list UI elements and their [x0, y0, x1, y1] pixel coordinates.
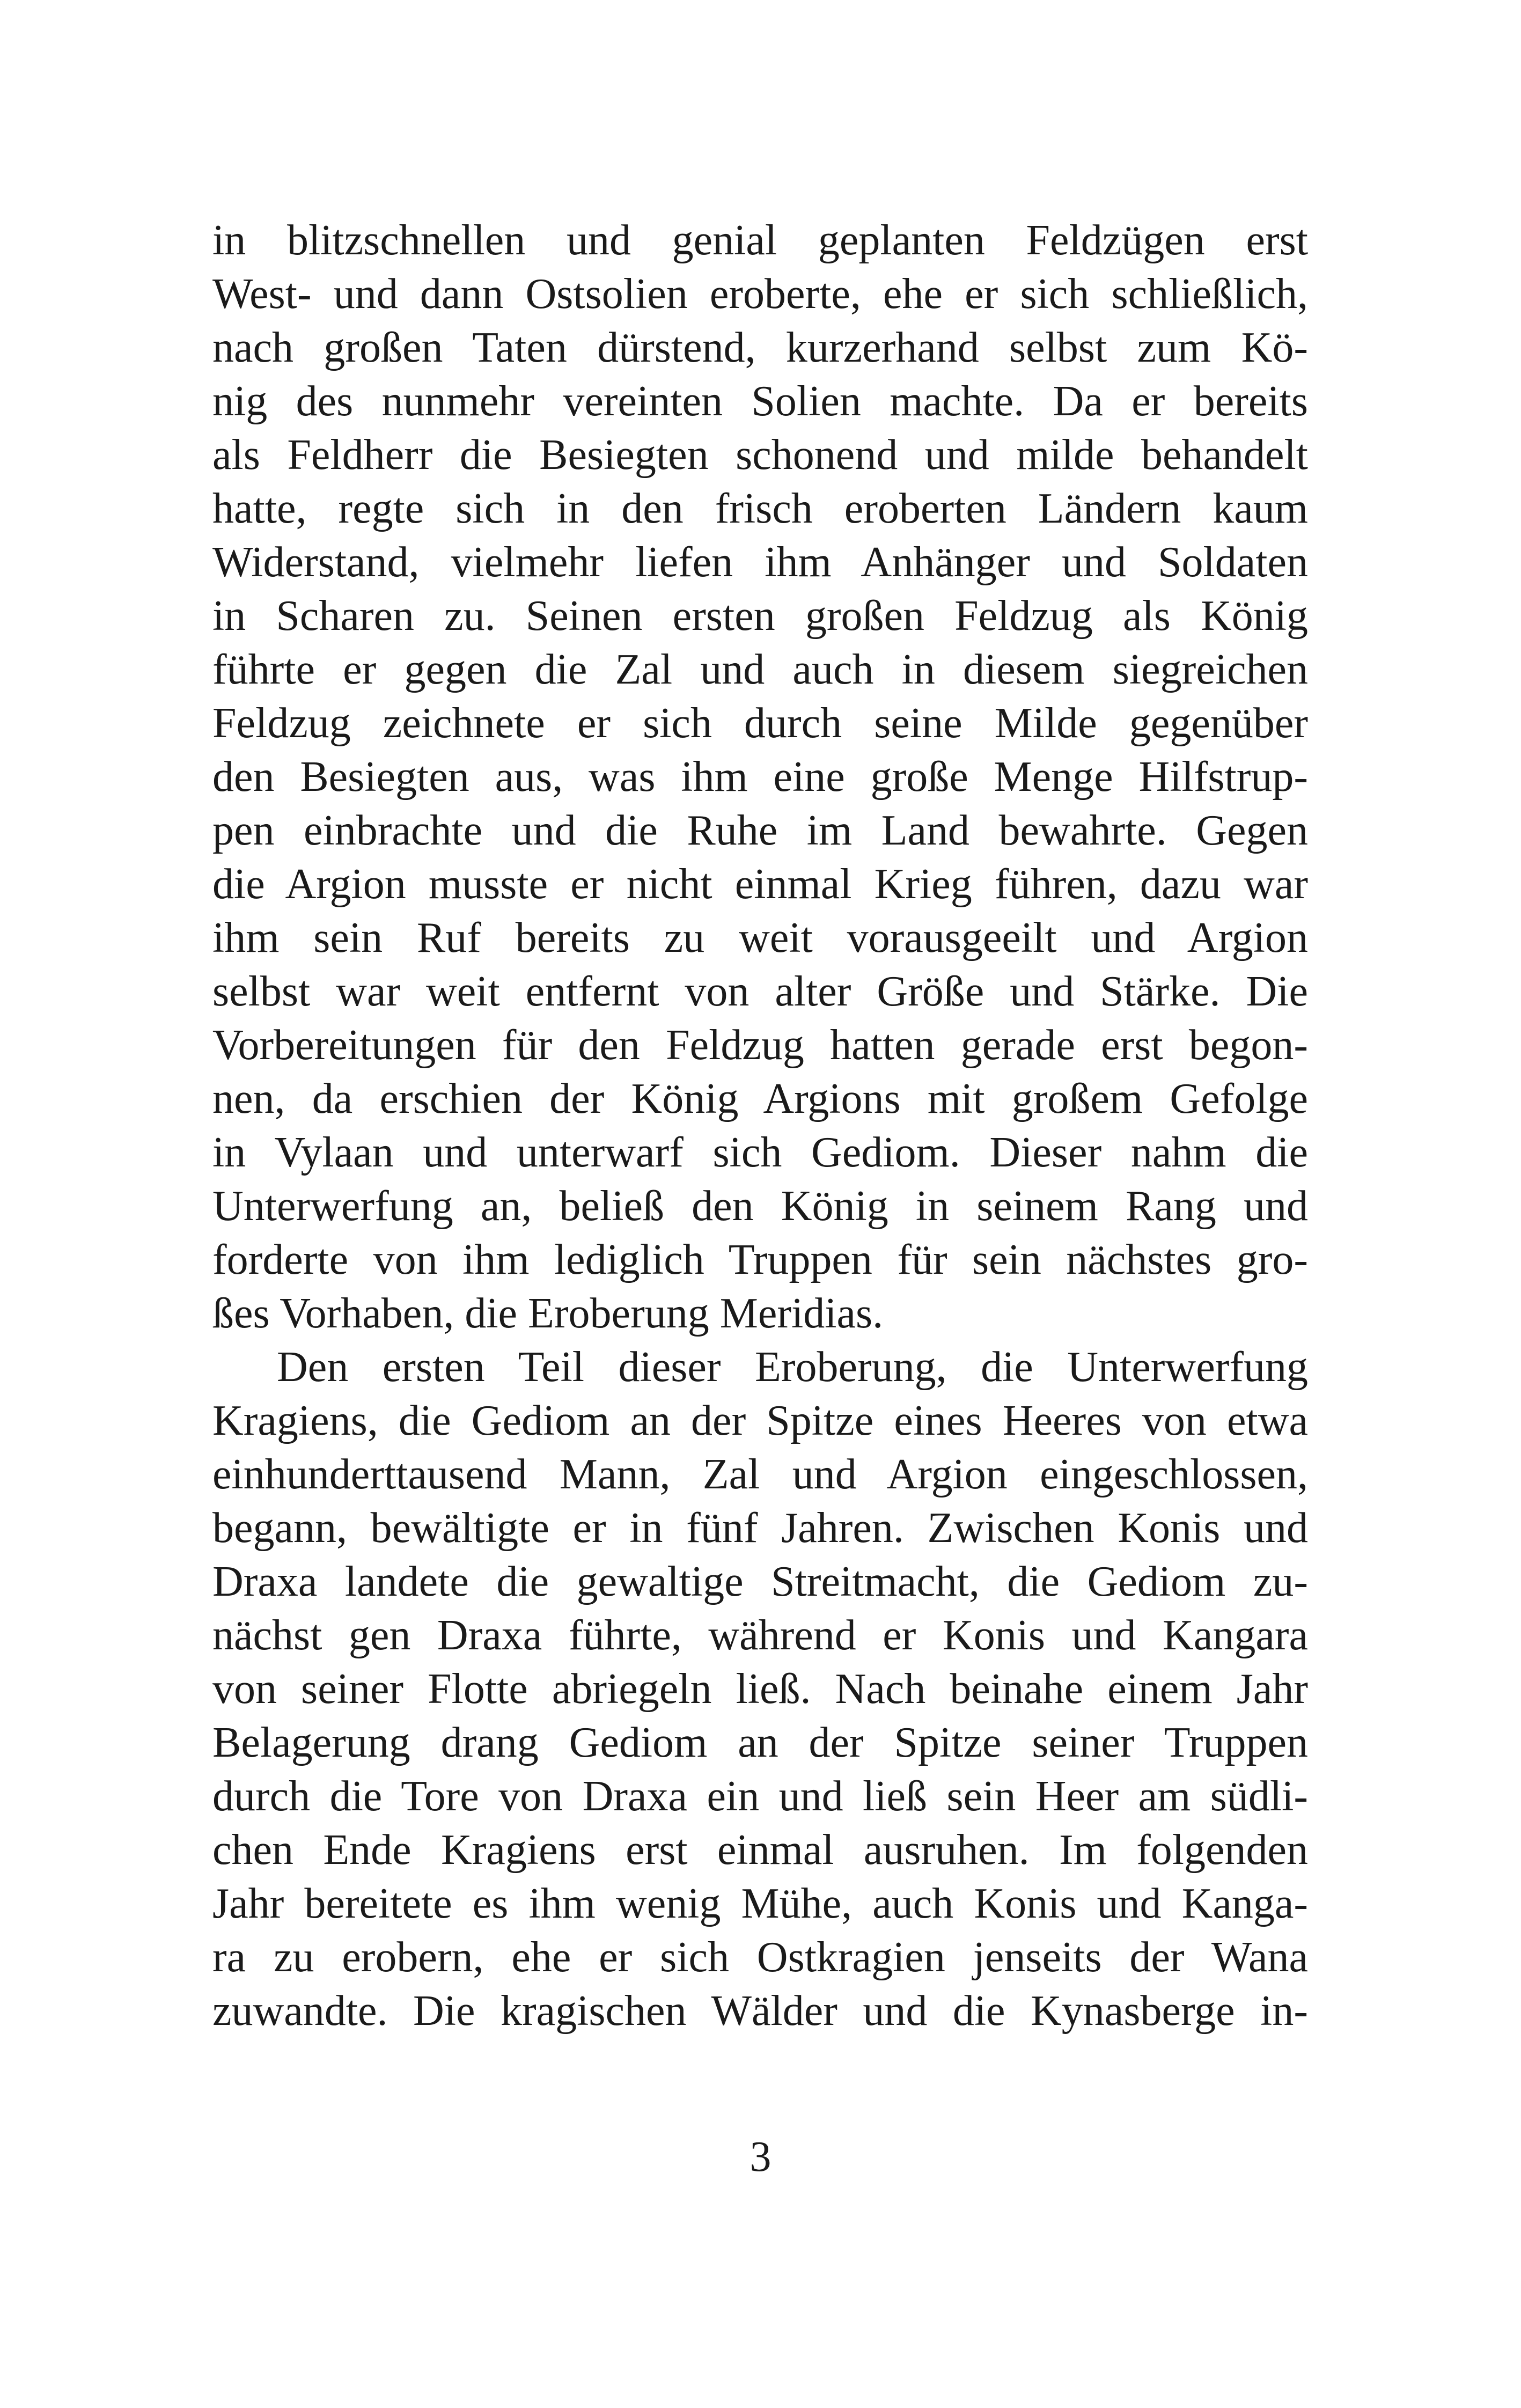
- text-line: den Besiegten aus, was ihm eine große Menge Hilfstrup-: [212, 753, 1308, 801]
- text-line: Draxa landete die gewaltige Streitmacht, die Gediom zu-: [212, 1558, 1308, 1605]
- text-line: nen, da erschien der König Argions mit großem Gefolge: [212, 1075, 1308, 1122]
- body-text: [212, 214, 1308, 2038]
- text-line: Feldzug zeichnete er sich durch seine Milde gegenüber: [212, 700, 1308, 747]
- text-line: ra zu erobern, ehe er sich Ostkragien jenseits der Wana: [212, 1934, 1308, 1981]
- text-line: nig des nunmehr vereinten Solien machte. Da er bereits: [212, 378, 1308, 425]
- text-line: von seiner Flotte abriegeln ließ. Nach beinahe einem Jahr: [212, 1665, 1308, 1713]
- text-line: hatte, regte sich in den frisch eroberten Ländern kaum: [212, 485, 1308, 532]
- paragraph-1: [212, 214, 1308, 1340]
- text-line: einhunderttausend Mann, Zal und Argion eingeschlossen,: [212, 1451, 1308, 1498]
- text-line: Unterwerfung an, beließ den König in seinem Rang und: [212, 1183, 1308, 1230]
- paragraph-2: [212, 1340, 1308, 2038]
- text-line: nach großen Taten dürstend, kurzerhand selbst zum Kö-: [212, 324, 1308, 371]
- text-line: in blitzschnellen und genial geplanten Feldzügen erst: [212, 217, 1308, 264]
- text-line: forderte von ihm lediglich Truppen für sein nächstes gro-: [212, 1236, 1308, 1283]
- text-line: nächst gen Draxa führte, während er Konis und Kangara: [212, 1612, 1308, 1659]
- text-line: Widerstand, vielmehr liefen ihm Anhänger und Soldaten: [212, 539, 1308, 586]
- text-line: ßes Vorhaben, die Eroberung Meridias.: [212, 1290, 884, 1337]
- text-line: als Feldherr die Besiegten schonend und milde behandelt: [212, 431, 1308, 479]
- text-line: die Argion musste er nicht einmal Krieg führen, dazu war: [212, 861, 1308, 908]
- text-line: führte er gegen die Zal und auch in diesem siegreichen: [212, 646, 1308, 693]
- text-line: selbst war weit entfernt von alter Größe und Stärke. Die: [212, 968, 1308, 1015]
- text-line: West- und dann Ostsolien eroberte, ehe er sich schließlich,: [212, 270, 1308, 318]
- text-line: ihm sein Ruf bereits zu weit vorausgeeilt und Argion: [212, 914, 1308, 961]
- page-number: 3: [750, 2133, 771, 2181]
- text-line: chen Ende Kragiens erst einmal ausruhen. Im folgenden: [212, 1826, 1308, 1874]
- text-line: Den ersten Teil dieser Eroberung, die Unterwerfung: [277, 1344, 1308, 1391]
- text-line: begann, bewältigte er in fünf Jahren. Zwischen Konis und: [212, 1504, 1308, 1552]
- text-line: in Scharen zu. Seinen ersten großen Feldzug als König: [212, 592, 1308, 640]
- text-line: pen einbrachte und die Ruhe im Land bewahrte. Gegen: [212, 807, 1308, 854]
- text-line: in Vylaan und unterwarf sich Gediom. Dieser nahm die: [212, 1129, 1308, 1176]
- text-line: Jahr bereitete es ihm wenig Mühe, auch Konis und Kanga-: [212, 1880, 1308, 1927]
- text-line: durch die Tore von Draxa ein und ließ sein Heer am südli-: [212, 1773, 1308, 1820]
- text-line: Vorbereitungen für den Feldzug hatten gerade erst begon-: [212, 1022, 1308, 1069]
- text-line: zuwandte. Die kragischen Wälder und die Kynasberge in-: [212, 1987, 1308, 2035]
- text-line: Belagerung drang Gediom an der Spitze seiner Truppen: [212, 1719, 1308, 1766]
- text-line: Kragiens, die Gediom an der Spitze eines Heeres von etwa: [212, 1397, 1308, 1444]
